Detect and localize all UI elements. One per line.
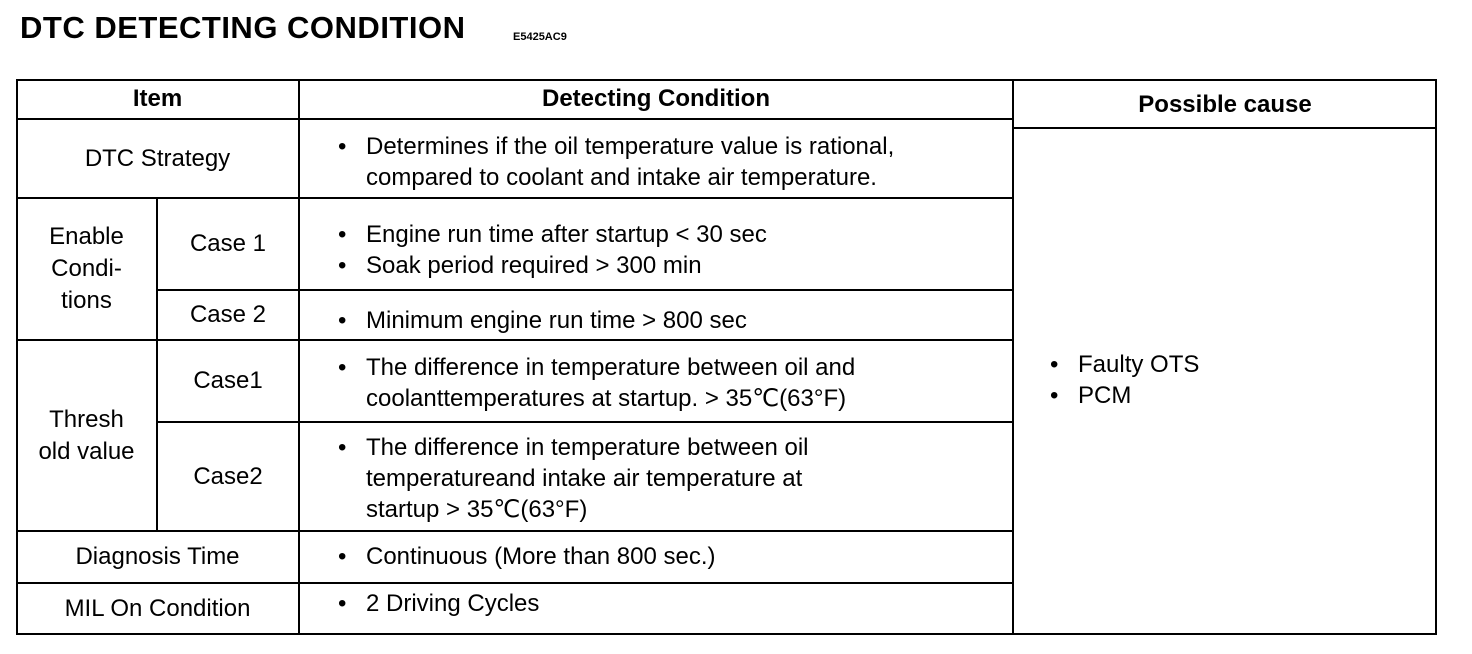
row-label-dtc-strategy: DTC Strategy	[84, 144, 231, 172]
col-divider-item	[298, 80, 300, 635]
possible-causes-list	[1050, 349, 1199, 411]
bullet-icon: •	[338, 590, 347, 617]
bullet-icon: •	[338, 252, 347, 279]
strategy-condition	[338, 131, 894, 193]
header-item: Item	[132, 85, 183, 112]
threshold-case1-label: Case1	[193, 367, 263, 394]
cause-item: • PCM	[1050, 382, 1132, 409]
strategy-line-2: compared to coolant and intake air temperature.	[366, 164, 877, 191]
document-code: E5425AC9	[513, 31, 567, 43]
bullet-icon: •	[338, 133, 347, 160]
enable-case1-label: Case 1	[189, 230, 267, 257]
diagnosis-time-conditions: • Continuous (More than 800 sec.)	[338, 543, 716, 570]
bullet-icon: •	[338, 221, 347, 248]
enable-case2-conditions: • Minimum engine run time > 800 sec	[338, 307, 747, 334]
header-possible-cause: Possible cause	[1138, 90, 1312, 118]
mil-on-conditions: • 2 Driving Cycles	[338, 590, 540, 617]
row-label-enable-conditions: Enable Condi- tions	[49, 223, 124, 314]
bullet-icon: •	[338, 434, 347, 461]
col-divider-detect	[1012, 80, 1014, 635]
threshold-case2-conditions: • The difference in temperature between oil temperatureand intake air temperature at startup > 35℃(63°F)	[338, 434, 809, 523]
strategy-line-1: • Determines if the oil temperature value is rational,	[338, 133, 895, 160]
bullet-icon: •	[338, 307, 347, 334]
bullet-icon: •	[338, 543, 347, 570]
row-divider-cause-header	[1013, 127, 1436, 129]
page-title: DTC DETECTING CONDITION	[20, 10, 466, 45]
row-label-diagnosis-time: Diagnosis Time	[75, 543, 240, 570]
row-label-mil-on-condition: MIL On Condition	[64, 594, 251, 622]
row-label-threshold-value: Thresh old value	[38, 405, 135, 465]
enable-case2-label: Case 2	[189, 301, 267, 328]
bullet-icon: •	[338, 354, 347, 381]
cause-item: • Faulty OTS	[1050, 351, 1200, 378]
bullet-icon: •	[1050, 382, 1059, 409]
bullet-icon: •	[1050, 351, 1059, 378]
threshold-case1-conditions: • The difference in temperature between oil and coolanttemperatures at startup. > 35℃(63°F)	[338, 354, 856, 412]
enable-case1-conditions: • Engine run time after startup < 30 sec • Soak period required > 300 min	[338, 221, 767, 279]
header-detecting-condition: Detecting Condition	[542, 85, 770, 112]
threshold-case2-label: Case2	[193, 462, 263, 490]
